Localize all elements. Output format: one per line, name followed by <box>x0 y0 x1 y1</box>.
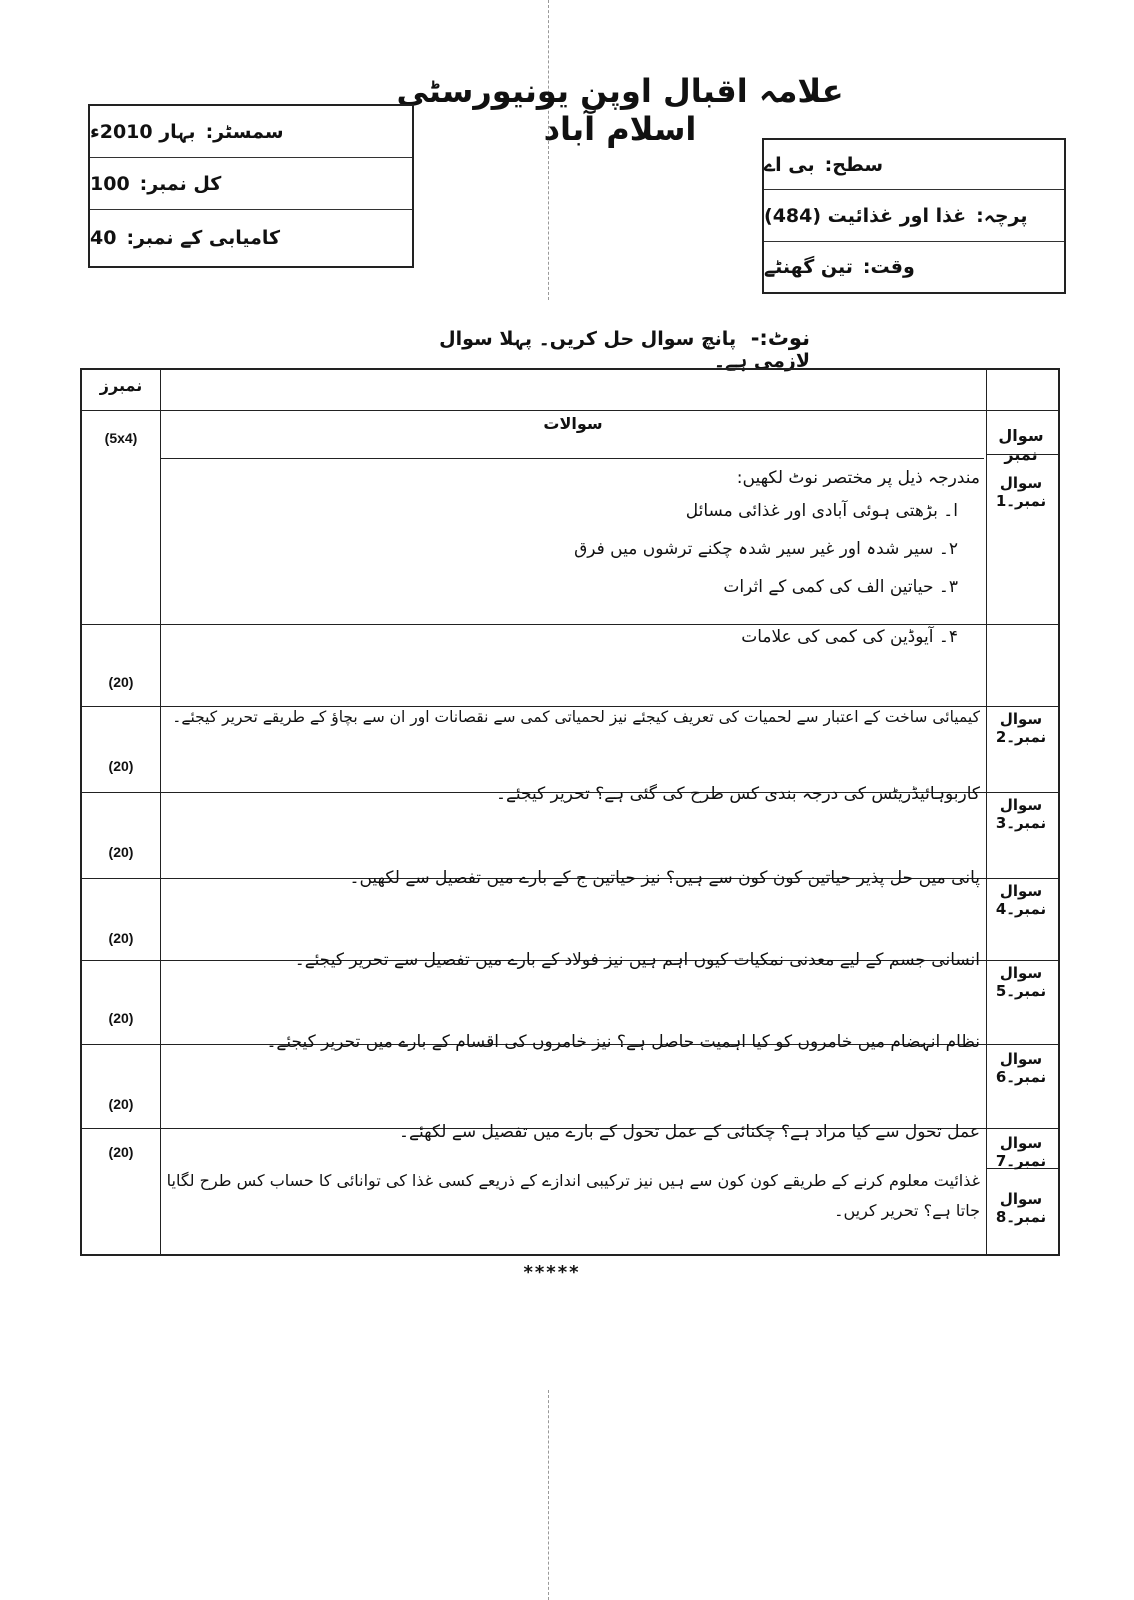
question-3-text: کاربوہائیڈریٹس کی درجہ بندی کس طرح کی گئی ہے؟ تحریر کیجئے۔ <box>495 784 980 804</box>
paper-label: پرچہ: <box>976 204 1028 227</box>
question-7-text: عمل تحول سے کیا مراد ہے؟ چکنائی کے عمل تحول کے بارے میں تفصیل سے لکھئے۔ <box>399 1122 980 1142</box>
university-title: علامہ اقبال اوپن یونیورسٹی اسلام آباد <box>396 72 844 148</box>
question-8-text: غذائیت معلوم کرنے کے طریقے کون کون سے ہیں نیز ترکیبی اندازے کے ذریعے کسی غذا کی توانائی کا حساب کس طرح لگایا جاتا ہے؟ تحریر کریں۔ <box>166 1171 980 1221</box>
question-1-item: ۴۔ آیوڈین کی کمی کی علامات <box>741 627 958 647</box>
scan-fold-line <box>548 1390 549 1600</box>
paper-value: غذا اور غذائیت (484) <box>764 204 967 227</box>
marks-q4: (20) <box>108 844 134 860</box>
column-header-questions: سوالات <box>543 414 603 433</box>
total-marks-row <box>90 158 412 210</box>
question-number-8: سوال نمبر۔8 <box>995 1190 1047 1226</box>
time-row <box>764 242 1064 292</box>
question-number-6: سوال نمبر۔6 <box>995 1050 1047 1086</box>
marks-q6: (20) <box>108 1010 134 1026</box>
level-row <box>764 140 1064 190</box>
table-header-divider <box>82 410 1058 411</box>
scan-fold-line <box>548 0 549 300</box>
marks-q5: (20) <box>108 930 134 946</box>
marks-q1: (5x4) <box>104 430 138 446</box>
row-divider <box>82 624 1058 625</box>
row-divider <box>986 454 1058 455</box>
level-label: سطح: <box>824 153 884 176</box>
question-6-text: نظام انہضام میں خامروں کو کیا اہمیت حاصل ہے؟ نیز خامروں کی اقسام کے بارے میں تحریر کیجئے۔ <box>266 1032 980 1052</box>
exam-info-box <box>88 104 414 268</box>
paper-row <box>764 190 1064 242</box>
question-2-text: کیمیائی ساخت کے اعتبار سے لحمیات کی تعریف کیجئے نیز لحمیاتی کمی سے نقصانات اور ان سے بچاؤ کے طریقے تحریر کیجئے۔ <box>172 708 980 726</box>
questions-table <box>80 368 1060 1256</box>
question-1-item: ا۔ بڑھتی ہوئی آبادی اور غذائی مسائل <box>685 501 958 521</box>
marks-q2: (20) <box>108 674 134 690</box>
question-number-3: سوال نمبر۔3 <box>995 796 1047 832</box>
marks-q7: (20) <box>108 1096 134 1112</box>
question-1-item: ۳۔ حیاتین الف کی کمی کے اثرات <box>723 577 958 597</box>
level-value: بی اے <box>764 153 815 176</box>
question-1-text: مندرجہ ذیل پر مختصر نوٹ لکھیں: <box>736 468 980 488</box>
question-1-item: ۲۔ سیر شدہ اور غیر سیر شدہ چکنے ترشوں میں فرق <box>574 539 958 559</box>
end-stars: ***** <box>523 1262 581 1283</box>
question-4-text: پانی میں حل پذیر حیاتین کون کون سے ہیں؟ نیز حیاتین ج کے بارے میں تفصیل سے لکھیں۔ <box>349 868 980 888</box>
question-number-4: سوال نمبر۔4 <box>995 882 1047 918</box>
time-value: تین گھنٹے <box>764 256 853 278</box>
note-label: نوٹ:- <box>750 326 810 350</box>
total-marks-label: کل نمبر: <box>139 172 222 195</box>
question-number-7: سوال نمبر۔7 <box>995 1134 1047 1170</box>
question-number-5: سوال نمبر۔5 <box>995 964 1047 1000</box>
column-header-marks: نمبرز <box>99 376 143 395</box>
marks-q8: (20) <box>108 1144 134 1160</box>
row-divider <box>160 458 984 459</box>
paper-info-box <box>762 138 1066 294</box>
column-header-qno: سوال نمبر <box>998 426 1044 464</box>
note-text: پانچ سوال حل کریں۔ پہلا سوال لازمی ہے۔ <box>439 328 810 372</box>
semester-label: سمسٹر: <box>205 120 284 143</box>
question-number-1: سوال نمبر۔1 <box>995 474 1047 510</box>
semester-value: بہار 2010ء <box>90 120 196 143</box>
question-number-2: سوال نمبر۔2 <box>995 710 1047 746</box>
exam-note <box>410 326 810 372</box>
pass-marks-value: 40 <box>90 227 117 249</box>
semester-row <box>90 106 412 158</box>
question-5-text: انسانی جسم کے لیے معدنی نمکیات کیوں اہم ہیں نیز فولاد کے بارے میں تفصیل سے تحریر کیجئے۔ <box>294 950 980 970</box>
marks-q3: (20) <box>108 758 134 774</box>
pass-marks-label: کامیابی کے نمبر: <box>126 227 281 249</box>
total-marks-value: 100 <box>90 172 130 195</box>
pass-marks-row <box>90 210 412 266</box>
time-label: وقت: <box>862 256 915 278</box>
